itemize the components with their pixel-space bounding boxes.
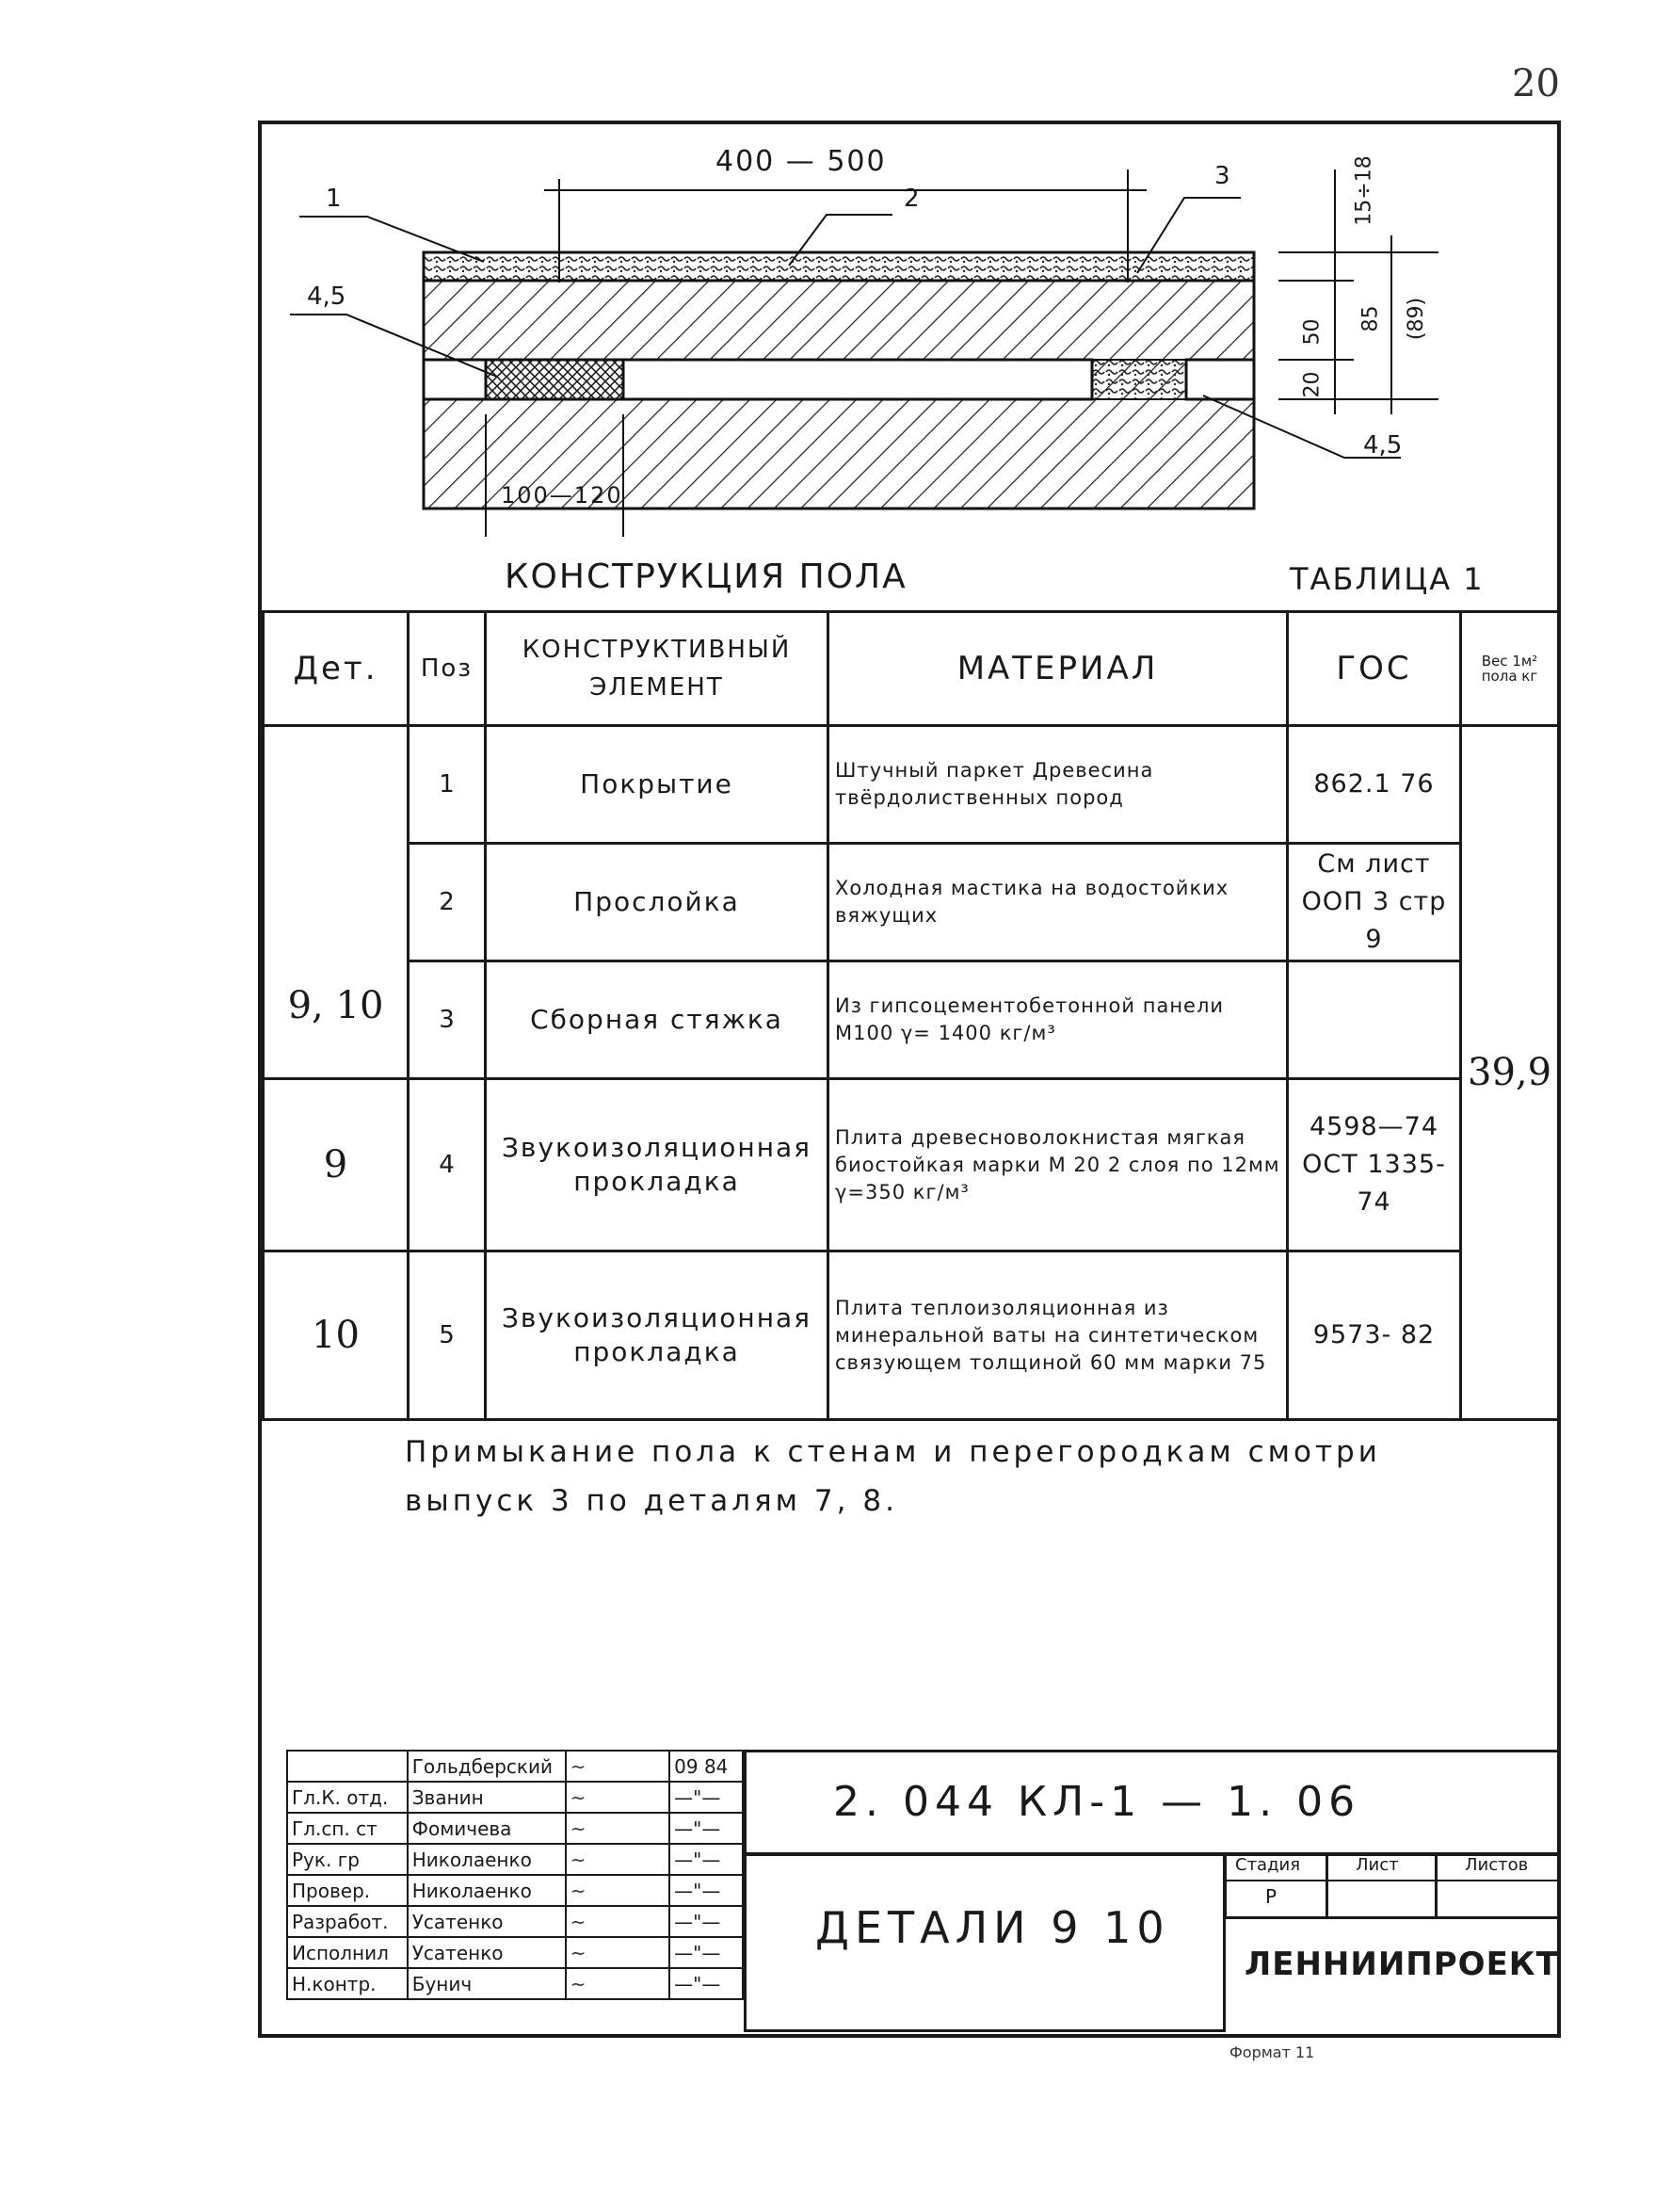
page-number: 20 bbox=[1512, 62, 1560, 105]
sheets-label: Листов bbox=[1465, 1855, 1529, 1875]
gost-cell bbox=[1288, 961, 1461, 1079]
table-header-row bbox=[264, 612, 1559, 726]
sig-role: Исполнил bbox=[287, 1937, 408, 1968]
dim-50: 50 bbox=[1300, 318, 1325, 346]
signature-scribble: ~ bbox=[566, 1875, 670, 1906]
gost-cell: 862.1 76 bbox=[1288, 726, 1461, 844]
element-cell: Звукоизоляционная прокладка bbox=[486, 1251, 828, 1420]
leader-label-3: 3 bbox=[1214, 162, 1230, 190]
det-910: 9, 10 bbox=[287, 984, 384, 1027]
sig-role: Гл.сп. ст bbox=[287, 1813, 408, 1844]
sig-date: —"— bbox=[669, 1875, 743, 1906]
material-cell: Холодная мастика на водостойких вяжущих bbox=[828, 844, 1288, 961]
sig-date: —"— bbox=[669, 1813, 743, 1844]
material-cell: Плита теплоизоляционная из минеральной ваты на синтетическом связующем толщиной 60 мм марки 75 bbox=[828, 1251, 1288, 1420]
stage-hline bbox=[1224, 1880, 1561, 1881]
signature-scribble: ~ bbox=[566, 1844, 670, 1875]
sig-role: Н.контр. bbox=[287, 1968, 408, 1999]
sig-role bbox=[287, 1751, 408, 1782]
table-row bbox=[264, 1079, 1559, 1251]
dim-89: (89) bbox=[1405, 297, 1429, 341]
sig-name: Бунич bbox=[408, 1968, 566, 1999]
note-text bbox=[405, 1428, 1381, 1526]
note-line-1: Примыкание пола к стенам и перегородкам смотри bbox=[405, 1435, 1381, 1469]
sig-role: Рук. гр bbox=[287, 1844, 408, 1875]
header-material: МАТЕРИАЛ bbox=[828, 612, 1288, 726]
signature-scribble: ~ bbox=[566, 1906, 670, 1937]
element-cell: Прослойка bbox=[486, 844, 828, 961]
element-cell: Сборная стяжка bbox=[486, 961, 828, 1079]
dim-top-label: 400 — 500 bbox=[715, 145, 887, 178]
signature-scribble: ~ bbox=[566, 1751, 670, 1782]
det-cell-910 bbox=[264, 726, 409, 1079]
header-det: Дет. bbox=[264, 612, 409, 726]
sig-role: Разработ. bbox=[287, 1906, 408, 1937]
stage-label: Стадия bbox=[1235, 1855, 1301, 1875]
table-row bbox=[264, 844, 1559, 961]
document-code: 2. 044 КЛ-1 — 1. 06 bbox=[833, 1778, 1361, 1826]
dim-bottom-label: 100—120 bbox=[501, 482, 623, 509]
sound-insulation-pad bbox=[486, 360, 623, 399]
signature-scribble: ~ bbox=[566, 1782, 670, 1813]
sig-name: Усатенко bbox=[408, 1906, 566, 1937]
dim-20: 20 bbox=[1300, 371, 1325, 398]
construction-caption: КОНСТРУКЦИЯ ПОЛА bbox=[505, 557, 908, 596]
signature-row bbox=[287, 1937, 743, 1968]
sig-date: —"— bbox=[669, 1968, 743, 1999]
sig-name: Усатенко bbox=[408, 1937, 566, 1968]
header-weight: Вес 1м² пола кг bbox=[1461, 612, 1559, 726]
det-cell-9: 9 bbox=[264, 1079, 409, 1251]
sig-name: Николаенко bbox=[408, 1844, 566, 1875]
det-cell-10: 10 bbox=[264, 1251, 409, 1420]
leader-label-2: 2 bbox=[904, 185, 920, 213]
construction-table bbox=[262, 610, 1560, 1421]
stage-value: Р bbox=[1265, 1885, 1277, 1908]
sig-name: Гольдберский bbox=[408, 1751, 566, 1782]
pos-cell: 1 bbox=[409, 726, 486, 844]
sig-date: —"— bbox=[669, 1782, 743, 1813]
sig-name: Фомичева bbox=[408, 1813, 566, 1844]
table-row bbox=[264, 726, 1559, 844]
parquet-layer bbox=[424, 252, 1254, 281]
header-gost: ГОС bbox=[1288, 612, 1461, 726]
format-label: Формат 11 bbox=[1229, 2043, 1315, 2061]
pos-cell: 2 bbox=[409, 844, 486, 961]
sheet-title: ДЕТАЛИ 9 10 bbox=[815, 1902, 1170, 1953]
note-line-2: выпуск 3 по деталям 7, 8. bbox=[405, 1484, 898, 1518]
material-cell: Из гипсоцементобетонной панели М100 γ= 1400 кг/м³ bbox=[828, 961, 1288, 1079]
signature-row bbox=[287, 1813, 743, 1844]
sig-date: —"— bbox=[669, 1937, 743, 1968]
sig-date: —"— bbox=[669, 1906, 743, 1937]
leader-label-45-right: 4,5 bbox=[1363, 431, 1403, 460]
dim-85: 85 bbox=[1358, 305, 1383, 332]
stage-divider-2 bbox=[1435, 1853, 1438, 1919]
stage-divider-1 bbox=[1326, 1853, 1328, 1919]
material-cell: Штучный паркет Древесина твёрдолиственных пород bbox=[828, 726, 1288, 844]
signature-table bbox=[286, 1750, 744, 2000]
dim-15-18: 15÷18 bbox=[1352, 155, 1376, 226]
leader-label-1: 1 bbox=[326, 185, 342, 213]
header-element: КОНСТРУКТИВНЫЙ ЭЛЕМЕНТ bbox=[486, 612, 828, 726]
table-row bbox=[264, 1251, 1559, 1420]
pos-cell: 5 bbox=[409, 1251, 486, 1420]
sig-name: Званин bbox=[408, 1782, 566, 1813]
gost-cell: 9573- 82 bbox=[1288, 1251, 1461, 1420]
element-cell: Покрытие bbox=[486, 726, 828, 844]
signature-row bbox=[287, 1782, 743, 1813]
signature-row bbox=[287, 1875, 743, 1906]
header-pos: Поз bbox=[409, 612, 486, 726]
signature-row bbox=[287, 1751, 743, 1782]
sig-name: Николаенко bbox=[408, 1875, 566, 1906]
gost-cell: 4598—74 ОСТ 1335-74 bbox=[1288, 1079, 1461, 1251]
pos-cell: 4 bbox=[409, 1079, 486, 1251]
sig-role: Провер. bbox=[287, 1875, 408, 1906]
sig-role: Гл.К. отд. bbox=[287, 1782, 408, 1813]
table-row bbox=[264, 961, 1559, 1079]
signature-scribble: ~ bbox=[566, 1813, 670, 1844]
table-number: ТАБЛИЦА 1 bbox=[1290, 561, 1485, 597]
leader-label-45-left: 4,5 bbox=[307, 283, 346, 311]
signature-row bbox=[287, 1906, 743, 1937]
organization-name: ЛЕННИИПРОЕКТ bbox=[1245, 1946, 1559, 1983]
weight-cell: 39,9 bbox=[1461, 726, 1559, 1420]
sheet-label: Лист bbox=[1356, 1855, 1399, 1875]
material-cell: Плита древесноволокнистая мягкая биостойкая марки М 20 2 слоя по 12мм γ=350 кг/м³ bbox=[828, 1079, 1288, 1251]
sig-date: —"— bbox=[669, 1844, 743, 1875]
signature-scribble: ~ bbox=[566, 1937, 670, 1968]
pos-cell: 3 bbox=[409, 961, 486, 1079]
signature-row bbox=[287, 1844, 743, 1875]
gost-cell: См лист ООП 3 стр 9 bbox=[1288, 844, 1461, 961]
signature-scribble: ~ bbox=[566, 1968, 670, 1999]
element-cell: Звукоизоляционная прокладка bbox=[486, 1079, 828, 1251]
sig-date: 09 84 bbox=[669, 1751, 743, 1782]
signature-row bbox=[287, 1968, 743, 1999]
